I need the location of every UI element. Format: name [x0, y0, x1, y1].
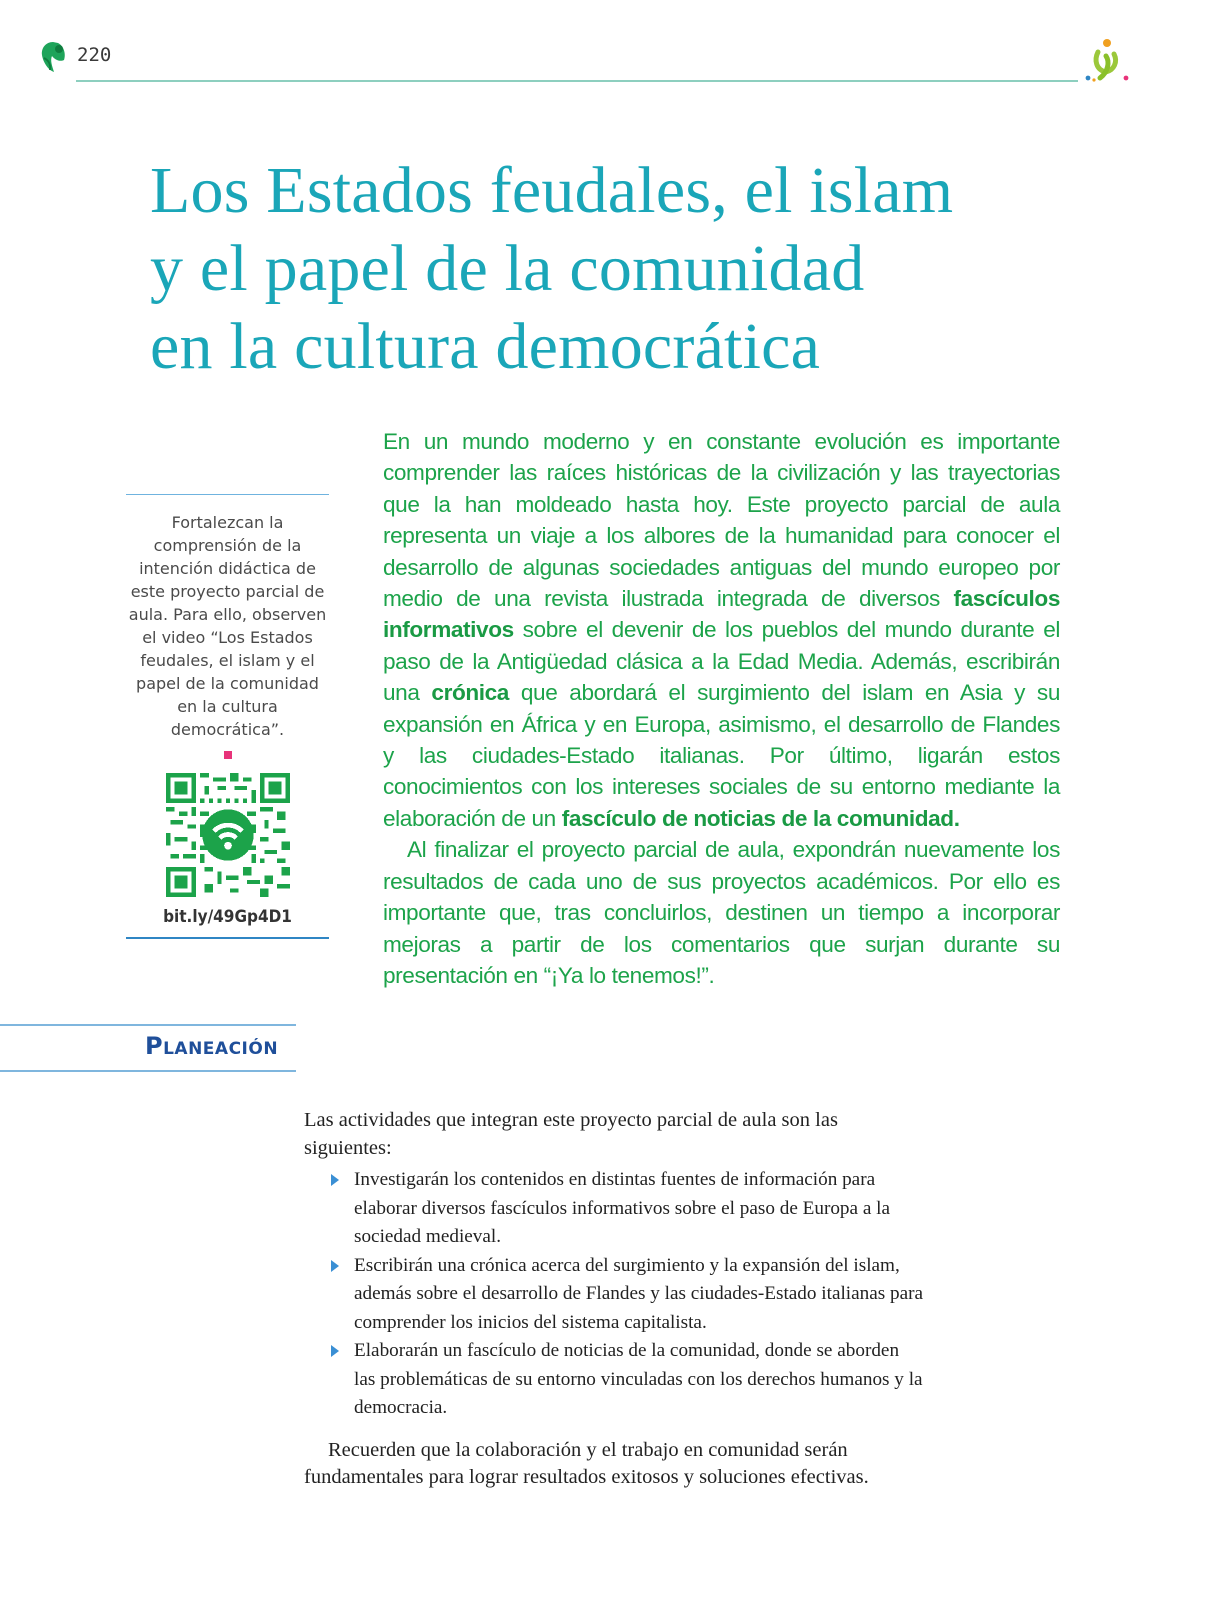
list-item: Escribirán una crónica acerca del surgimiento y la expansión del islam, además sobre el desarrollo de Flandes y las ciudades-Estado italianas para comprender los inicios del sistema capitalista.	[354, 1252, 924, 1338]
section-rule	[0, 1024, 296, 1026]
bullet-arrow-icon	[331, 1174, 339, 1186]
intro-paragraph: En un mundo moderno y en constante evolución es importante comprender las raíces históricas de la civilización y las trayectorias que la han moldeado hasta hoy. Este proyecto parcial de aula representa un viaje a los albores de la humanidad para conocer el desarrollo de algunas sociedades antiguas del mundo europeo por medio de una revista ilustrada integrada de diversos fascículos informativos sobre el devenir de los pueblos del mundo durante el paso de la Antigüedad clásica a la Edad Media. Además, escribirán una crónica que abordará el surgimiento del islam en Asia y su expansión en África y en Europa, asimismo, el desarrollo de Flandes y las ciudades-Estado italianas. Por último, ligarán estos conocimientos con los intereses sociales de su entorno mediante la elaboración de un fascículo de noticias de la comunidad.	[383, 429, 1060, 831]
marker-dot	[224, 751, 232, 759]
keyword-cronica: crónica	[431, 680, 509, 706]
bullet-arrow-icon	[331, 1260, 339, 1272]
section-rule	[0, 1070, 296, 1072]
sidebar-text: Fortalezcan la comprensión de la intención didáctica de este proyecto parcial de aula. Para ello, observen el video “Los Estados feudales, el islam y el papel de la comunidad en la cultura democrática”.	[128, 513, 327, 739]
list-item: Investigarán los contenidos en distintas fuentes de información para elaborar diversos fascículos informativos sobre el paso de Europa a la sociedad medieval.	[354, 1166, 924, 1252]
keyword-fasciculos: fascículos informativos	[383, 586, 1060, 643]
activity-list	[304, 1166, 924, 1423]
closing-paragraph: Recuerden que la colaboración y el trabajo en comunidad serán fundamentales para lograr resultados exitosos y soluciones efectivas.	[304, 1438, 869, 1489]
page-title	[150, 152, 1050, 386]
title-line: en la cultura democrática	[150, 310, 821, 383]
bullet-arrow-icon	[331, 1345, 339, 1357]
planning-lead: Las actividades que integran este proyecto parcial de aula son las siguientes:	[304, 1109, 838, 1159]
title-line: y el papel de la comunidad	[150, 232, 865, 305]
family-figure-icon	[1082, 36, 1132, 84]
qr-code-icon[interactable]	[166, 773, 290, 897]
sidebar-rule	[126, 937, 329, 939]
planning-section	[304, 1107, 924, 1492]
list-item: Elaborarán un fascículo de noticias de la comunidad, donde se aborden las problemáticas de su entorno vinculadas con los derechos humanos y la democracia.	[354, 1337, 924, 1423]
leaf-person-logo	[38, 40, 68, 74]
intro-text	[383, 426, 1060, 991]
intro-paragraph: Al finalizar el proyecto parcial de aula, expondrán nuevamente los resultados de cada uno de sus proyectos académicos. Por ello es importante que, tras concluirlos, destinen un tiempo a incorporar mejoras a partir de los comentarios que surjan durante su presentación en “¡Ya lo tenemos!”.	[383, 837, 1060, 988]
sidebar-rule	[126, 494, 329, 495]
video-sidebar	[126, 494, 329, 939]
page-number: 220	[77, 44, 112, 66]
section-heading: Planeación	[145, 1032, 279, 1060]
header-rule	[76, 80, 1078, 82]
title-line: Los Estados feudales, el islam	[150, 154, 954, 227]
keyword-fasciculo-noticias: fascículo de noticias de la comunidad.	[561, 805, 960, 831]
video-link[interactable]: bit.ly/49Gp4D1	[163, 907, 292, 927]
